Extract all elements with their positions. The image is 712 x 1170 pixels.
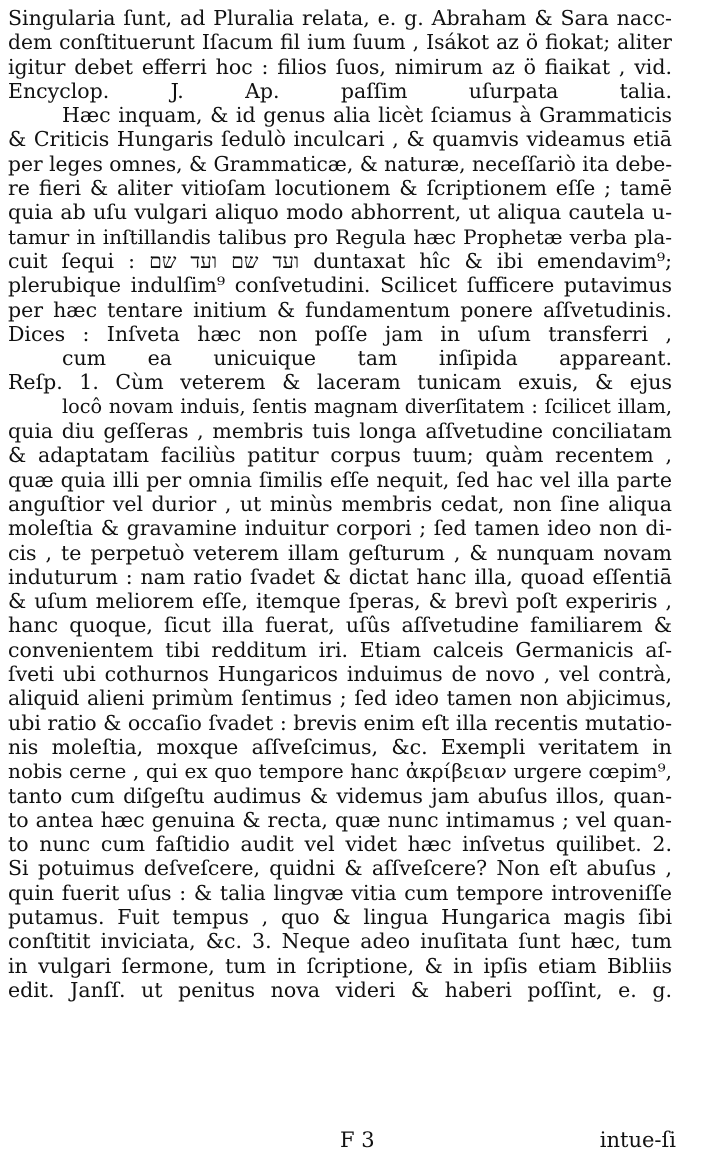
text-line: to nunc cum faſtidio audit vel videt hæc inſvetus quilibet. 2. (8, 832, 672, 857)
text-line: anguſtior vel durior , ut minùs membris cedat, non ſine aliqua (8, 491, 672, 516)
text-line: Encyclop. J. Ap. paſſim uſurpata talia. (8, 78, 672, 103)
signature-mark: F 3 (340, 1128, 375, 1152)
text-line: cuit ſequi : ועד שם ועד שם duntaxat hîc & ibi emendavim⁹; (8, 248, 672, 273)
text-line: Reſp. 1. Cùm veterem & laceram tunicam exuis, & ejus (8, 370, 672, 395)
text-line: locô novam induis, ſentis magnam diverſitatem : ſcilicet illam, (62, 394, 672, 418)
body-text (8, 6, 672, 1124)
text-line: quia ab uſu vulgari aliquo modo abhorrent, ut aliqua cautela u- (8, 200, 672, 225)
text-line: hanc quoque, ſicut illa fuerat, uſûs aſſvetudine familiarem & (8, 613, 672, 638)
text-line: re fieri & aliter vitioſam locutionem & ſcriptionem eſſe ; tamē (8, 176, 672, 201)
text-line: aliquid alieni primùm ſentimus ; ſed ideo tamen non abjicimus, (8, 686, 672, 711)
text-line: Dices : Inſveta hæc non poſſe jam in uſum transferri , (8, 321, 672, 346)
text-line: Singularia ſunt, ad Pluralia relata, e. g. Abraham & Sara nacc- (8, 6, 672, 30)
catchword: intue-ſi (599, 1128, 676, 1152)
text-line (8, 1051, 672, 1075)
text-line: induturum : nam ratio ſvadet & dictat hanc illa, quoad eſſentiā (8, 564, 672, 589)
text-line (8, 1075, 672, 1099)
text-line: & uſum meliorem eſſe, itemque ſperas, & brevì poſt experiris , (8, 589, 672, 614)
text-line (8, 1002, 672, 1026)
text-line: quin fuerit uſus : & talia lingvæ vitia cum tempore introveniſſe (8, 880, 672, 905)
text-line: per hæc tentare initium & fundamentum ponere aſſvetudinis. (8, 297, 672, 322)
text-line: Hæc inquam, & id genus alia licèt ſciamus à Grammaticis (62, 103, 672, 128)
text-line: cum ea unicuique tam inſipida appareant. (62, 346, 672, 371)
text-line: per leges omnes, & Grammaticæ, & naturæ, neceſſariò ita debe- (8, 151, 673, 176)
text-line: igitur debet efferri hoc : filios ſuos, nimirum az ö fiaikat , vid. (8, 54, 672, 79)
text-line: cis , te perpetuò veterem illam geſturum , & nunquam novam (8, 540, 672, 565)
page-footer (0, 1128, 712, 1158)
text-line (8, 1026, 672, 1050)
text-line: dem conſtituerunt Iſacum fil ium ſuum , Isákot az ö fiokat; aliter (8, 30, 672, 55)
text-line: plerubique indulſim⁹ conſvetudini. Scilicet ſufficere putavimus (8, 273, 672, 298)
text-line: tanto cum diſgeſtu audimus & videmus jam abuſus illos, quan- (8, 783, 672, 808)
text-line: to antea hæc genuina & recta, quæ nunc intimamus ; vel quan- (8, 807, 672, 832)
text-line: & adaptatam faciliùs patitur corpus tuum; quàm recentem , (8, 443, 672, 468)
text-line: nobis cerne , qui ex quo tempore hanc ἀκρίβειαν urgere cœpim⁹, (8, 759, 672, 784)
text-line: quæ quia illi per omnia ſimilis eſſe nequit, ſed hac vel illa parte (8, 467, 672, 492)
text-line: quia diu geſſeras , membris tuis longa aſſvetudine conciliatam (8, 419, 672, 444)
text-line: Si potuimus deſveſcere, quidni & aſſveſcere? Non eſt abuſus , (8, 856, 672, 881)
text-line: & Criticis Hungaris ſedulò inculcari , & quamvis videamus etiā (8, 127, 672, 152)
text-line: tamur in inſtillandis talibus pro Regula hæc Prophetæ verba pla- (8, 224, 672, 249)
text-line: convenientem tibi redditum iri. Etiam calceis Germanicis aſ- (8, 637, 672, 662)
text-line: ubi ratio & occaſio ſvadet : brevis enim eſt illa recentis mutatio- (8, 710, 672, 735)
text-line: edit. Janſſ. ut penitus nova videri & haberi poſſint, e. g. (8, 977, 672, 1002)
text-line: ſveti ubi cothurnos Hungaricos induimus de novo , vel contrà, (8, 662, 672, 687)
text-line: in vulgari ſermone, tum in ſcriptione, & in ipſis etiam Bibliis (8, 953, 672, 978)
text-line: nis moleſtia, moxque aſſveſcimus, &c. Exempli veritatem in (8, 734, 672, 759)
text-line: putamus. Fuit tempus , quo & lingua Hungarica magis ſibi (8, 904, 672, 929)
text-line: moleſtia & gravamine induitur corpori ; ſed tamen ideo non di- (8, 516, 672, 541)
text-line: conſtitit inviciata, &c. 3. Neque adeo inuſitata ſunt hæc, tum (8, 929, 672, 954)
text-line (8, 1099, 672, 1123)
